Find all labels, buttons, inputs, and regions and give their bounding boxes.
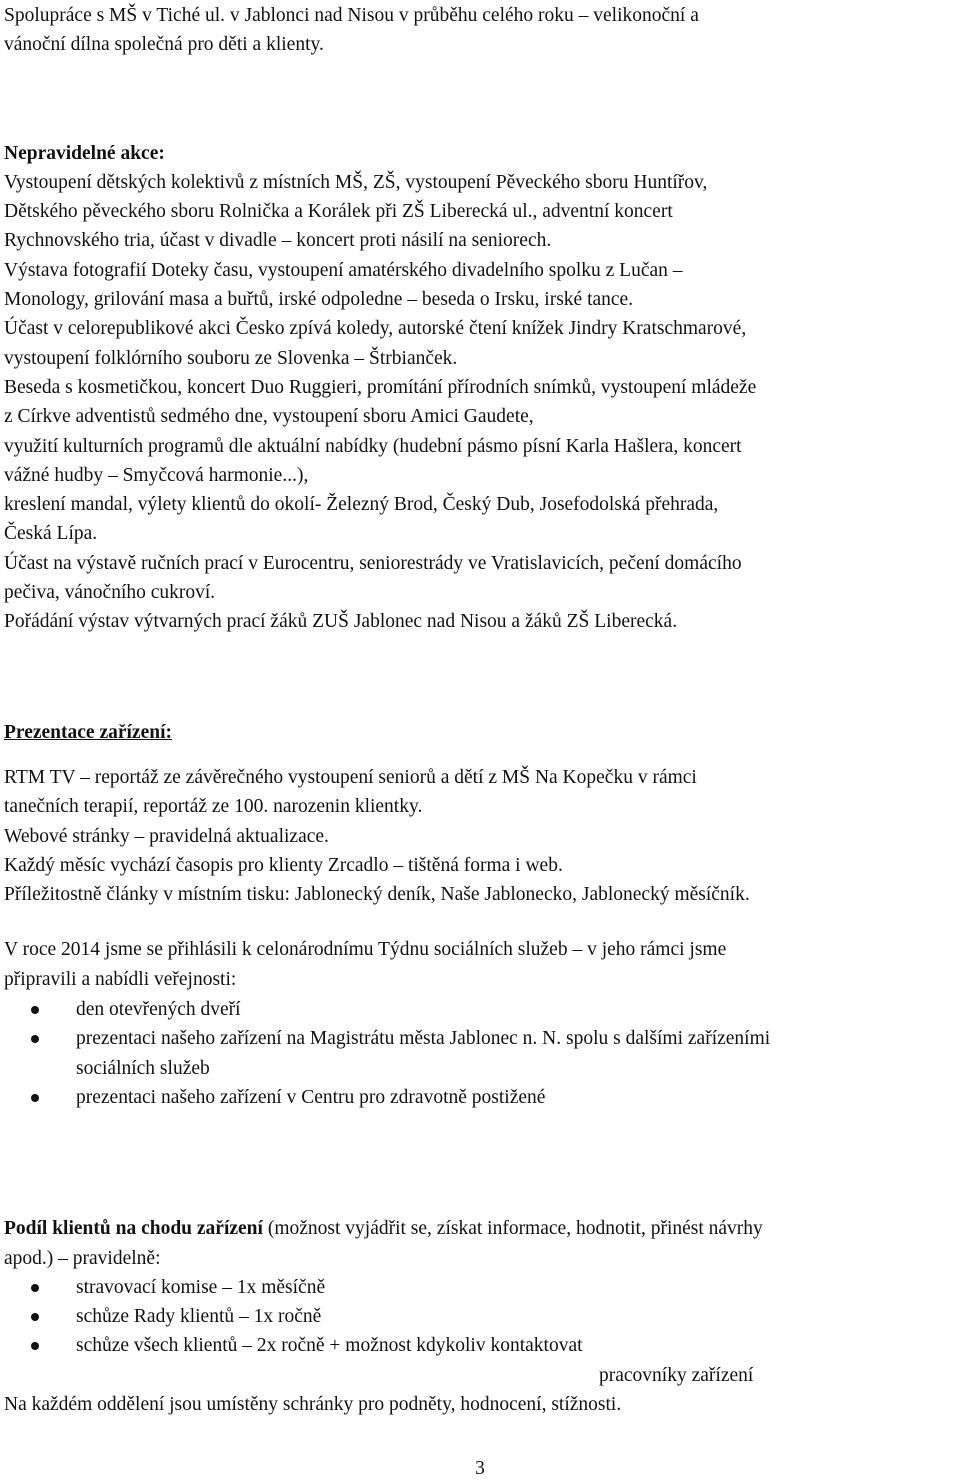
text-line: Na každém oddělení jsou umístěny schránky pro podněty, hodnocení, stížnosti.: [4, 1393, 622, 1415]
text-line: Rychnovského tria, účast v divadle – koncert proti násilí na seniorech.: [4, 230, 552, 252]
intro-section: [4, 1, 954, 60]
list-item: [4, 1302, 954, 1331]
week-bullet-list: [4, 995, 954, 1112]
page-number: 3: [475, 1458, 485, 1479]
text-line: kreslení mandal, výlety klientů do okolí- Železný Brod, Český Dub, Josefodolská přehrada,: [4, 494, 719, 516]
text-line: Česká Lípa.: [4, 523, 98, 545]
text-line: využití kulturních programů dle aktuální nabídky (hudební pásmo písní Karla Hašlera, koncert: [4, 435, 742, 457]
text-line: Výstava fotografií Doteky času, vystoupení amatérského divadelního spolku z Lučan –: [4, 259, 683, 281]
text-line: RTM TV – reportáž ze závěrečného vystoupení seniorů a dětí z MŠ Na Kopečku v rámci: [4, 766, 697, 788]
text-line: Dětského pěveckého sboru Rolnička a Korálek při ZŠ Liberecká ul., adventní koncert: [4, 201, 673, 223]
text-line: Účast na výstavě ručních prací v Eurocentru, seniorestrády ve Vratislavicích, pečení domácího: [4, 552, 742, 574]
text-line: apod.) – pravidelně:: [4, 1247, 161, 1269]
text-line: Účast v celorepublikové akci Česko zpívá koledy, autorské čtení knížek Jindry Kratschmarové,: [4, 318, 747, 340]
section-heading: Podíl klientů na chodu zařízení: [4, 1218, 263, 1240]
text-line: vážné hudby – Smyčcová harmonie...),: [4, 464, 309, 486]
list-item-text: den otevřených dveří: [76, 999, 241, 1021]
participation-bullet-list: [4, 1273, 954, 1361]
list-item-text: prezentaci našeho zařízení na Magistrátu města Jablonec n. N. spolu s dalšími zařízeními: [76, 1028, 771, 1050]
list-item-text: stravovací komise – 1x měsíčně: [76, 1276, 326, 1298]
text-line: Vystoupení dětských kolektivů z místních MŠ, ZŠ, vystoupení Pěveckého sboru Huntířov,: [4, 171, 708, 193]
client-participation-section: [4, 1214, 954, 1419]
social-services-week-section: [4, 935, 954, 1112]
text-line: vystoupení folklórního souboru ze Slovenka – Štrbianček.: [4, 347, 458, 369]
text-line: Beseda s kosmetičkou, koncert Duo Ruggieri, promítání přírodních snímků, vystoupení mládeže: [4, 376, 757, 398]
text-line: pečiva, vánočního cukroví.: [4, 582, 216, 604]
list-item-text: sociálních služeb: [76, 1057, 210, 1079]
text-line: připravili a nabídli veřejnosti:: [4, 968, 237, 990]
section-heading: Nepravidelné akce:: [4, 142, 165, 164]
list-item-text: prezentaci našeho zařízení v Centru pro zdravotně postižené: [76, 1086, 546, 1108]
text-line: tanečních terapií, reportáž ze 100. narozenin klientky.: [4, 796, 423, 818]
text-line: Spolupráce s MŠ v Tiché ul. v Jablonci nad Nisou v průběhu celého roku – velikonoční a: [4, 5, 699, 26]
list-item: [4, 1273, 954, 1302]
presentation-section: [4, 718, 954, 910]
section-heading: Prezentace zařízení:: [4, 721, 172, 743]
irregular-events-section: [4, 139, 954, 637]
list-item: [4, 1083, 954, 1112]
list-item: [4, 995, 954, 1024]
text-line: vánoční dílna společná pro děti a klienty.: [4, 34, 324, 56]
text-line: Každý měsíc vychází časopis pro klienty Zrcadlo – tištěná forma i web.: [4, 854, 563, 876]
list-item-text: schůze Rady klientů – 1x ročně: [76, 1306, 322, 1328]
text-line: Pořádání výstav výtvarných prací žáků ZUŠ Jablonec nad Nisou a žáků ZŠ Liberecká.: [4, 611, 678, 633]
document-page: [4, 1, 954, 1419]
text-line: Webové stránky – pravidelná aktualizace.: [4, 825, 329, 847]
text-line: pracovníky zařízení: [599, 1364, 754, 1386]
text-line: [4, 1214, 954, 1243]
text-line: V roce 2014 jsme se přihlásili k celonárodnímu Týdnu sociálních služeb – v jeho rámci jsme: [4, 939, 727, 961]
text-line: Monology, grilování masa a buřtů, irské odpoledne – beseda o Irsku, irské tance.: [4, 289, 634, 311]
list-item: [4, 1024, 954, 1083]
heading-rest: (možnost vyjádřit se, získat informace, hodnotit, přinést návrhy: [262, 1218, 763, 1240]
text-line: z Církve adventistů sedmého dne, vystoupení sboru Amici Gaudete,: [4, 406, 534, 428]
list-item-text: schůze všech klientů – 2x ročně + možnost kdykoliv kontaktovat: [76, 1335, 583, 1357]
list-item: [4, 1331, 954, 1360]
text-line: Příležitostně články v místním tisku: Jablonecký deník, Naše Jablonecko, Jablonecký měsíčník.: [4, 884, 750, 906]
